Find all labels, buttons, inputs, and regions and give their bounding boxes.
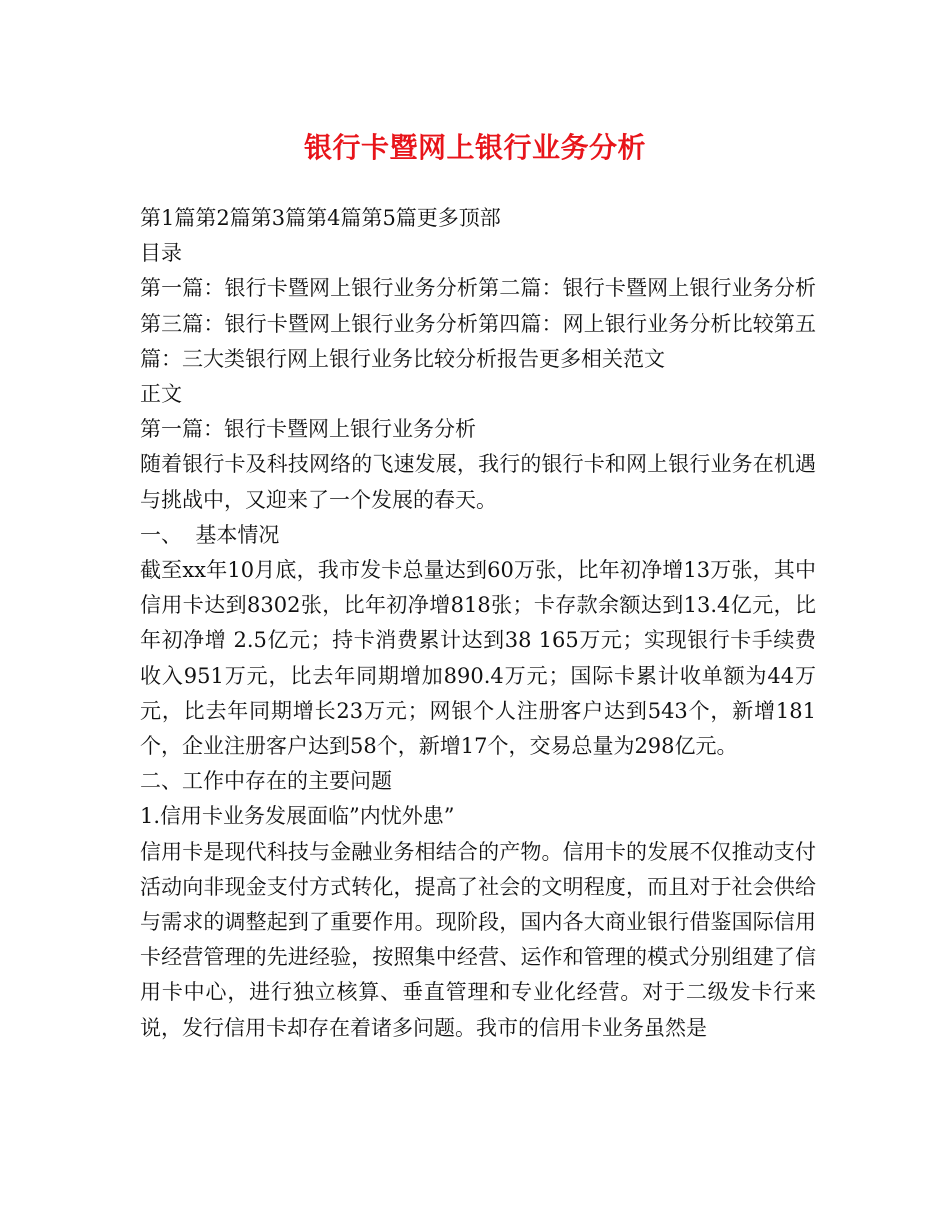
body-paragraph: 信用卡是现代科技与金融业务相结合的产物。信用卡的发展不仅推动支付活动向非现金支付方式转化，提高了社会的文明程度，而且对于社会供给与需求的调整起到了重要作用。现阶段，国内各大商业银行借鉴国际信用卡经营管理的先进经验，按照集中经营、运作和管理的模式分别组建了信用卡中心，进行独立核算、垂直管理和专业化经营。对于二级发卡行来说，发行信用卡却存在着诸多问题。我市的信用卡业务虽然是 [140,839,816,1040]
body-heading: 正文 [140,382,182,407]
toc-heading: 目录 [140,241,182,266]
chapter-heading: 第一篇：银行卡暨网上银行业务分析 [140,417,476,442]
section-heading: 二、工作中存在的主要问题 [140,769,392,794]
body-paragraph: 随着银行卡及科技网络的飞速发展，我行的银行卡和网上银行业务在机遇与挑战中，又迎来了一个发展的春天。 [140,452,816,512]
section-heading: 一、 基本情况 [140,522,280,547]
body-paragraph: 截至xx年10月底，我市发卡总量达到60万张，比年初净增13万张，其中信用卡达到8302张，比年初净增818张；卡存款余额达到13.4亿元，比年初净增 2.5亿元；持卡消费累计达到38 165万元；实现银行卡手续费收入951万元，比去年同期增加890.4万元；国际卡累计收单额为44万元，比去年同期增长23万元；网银个人注册客户达到543个，新增181个，企业注册客户达到58个，新增17个，交易总量为298亿元。 [140,558,816,759]
document-body [140,201,816,1046]
document-title: 银行卡暨网上银行业务分析 [303,131,646,164]
subsection-heading: 1.信用卡业务发展面临”内忧外患” [140,804,455,829]
nav-links-paragraph: 第1篇第2篇第3篇第4篇第5篇更多顶部 [140,206,501,230]
toc-paragraph: 第一篇：银行卡暨网上银行业务分析第二篇：银行卡暨网上银行业务分析第三篇：银行卡暨网上银行业务分析第四篇：网上银行业务分析比较第五篇：三大类银行网上银行业务比较分析报告更多相关范文 [140,276,816,371]
